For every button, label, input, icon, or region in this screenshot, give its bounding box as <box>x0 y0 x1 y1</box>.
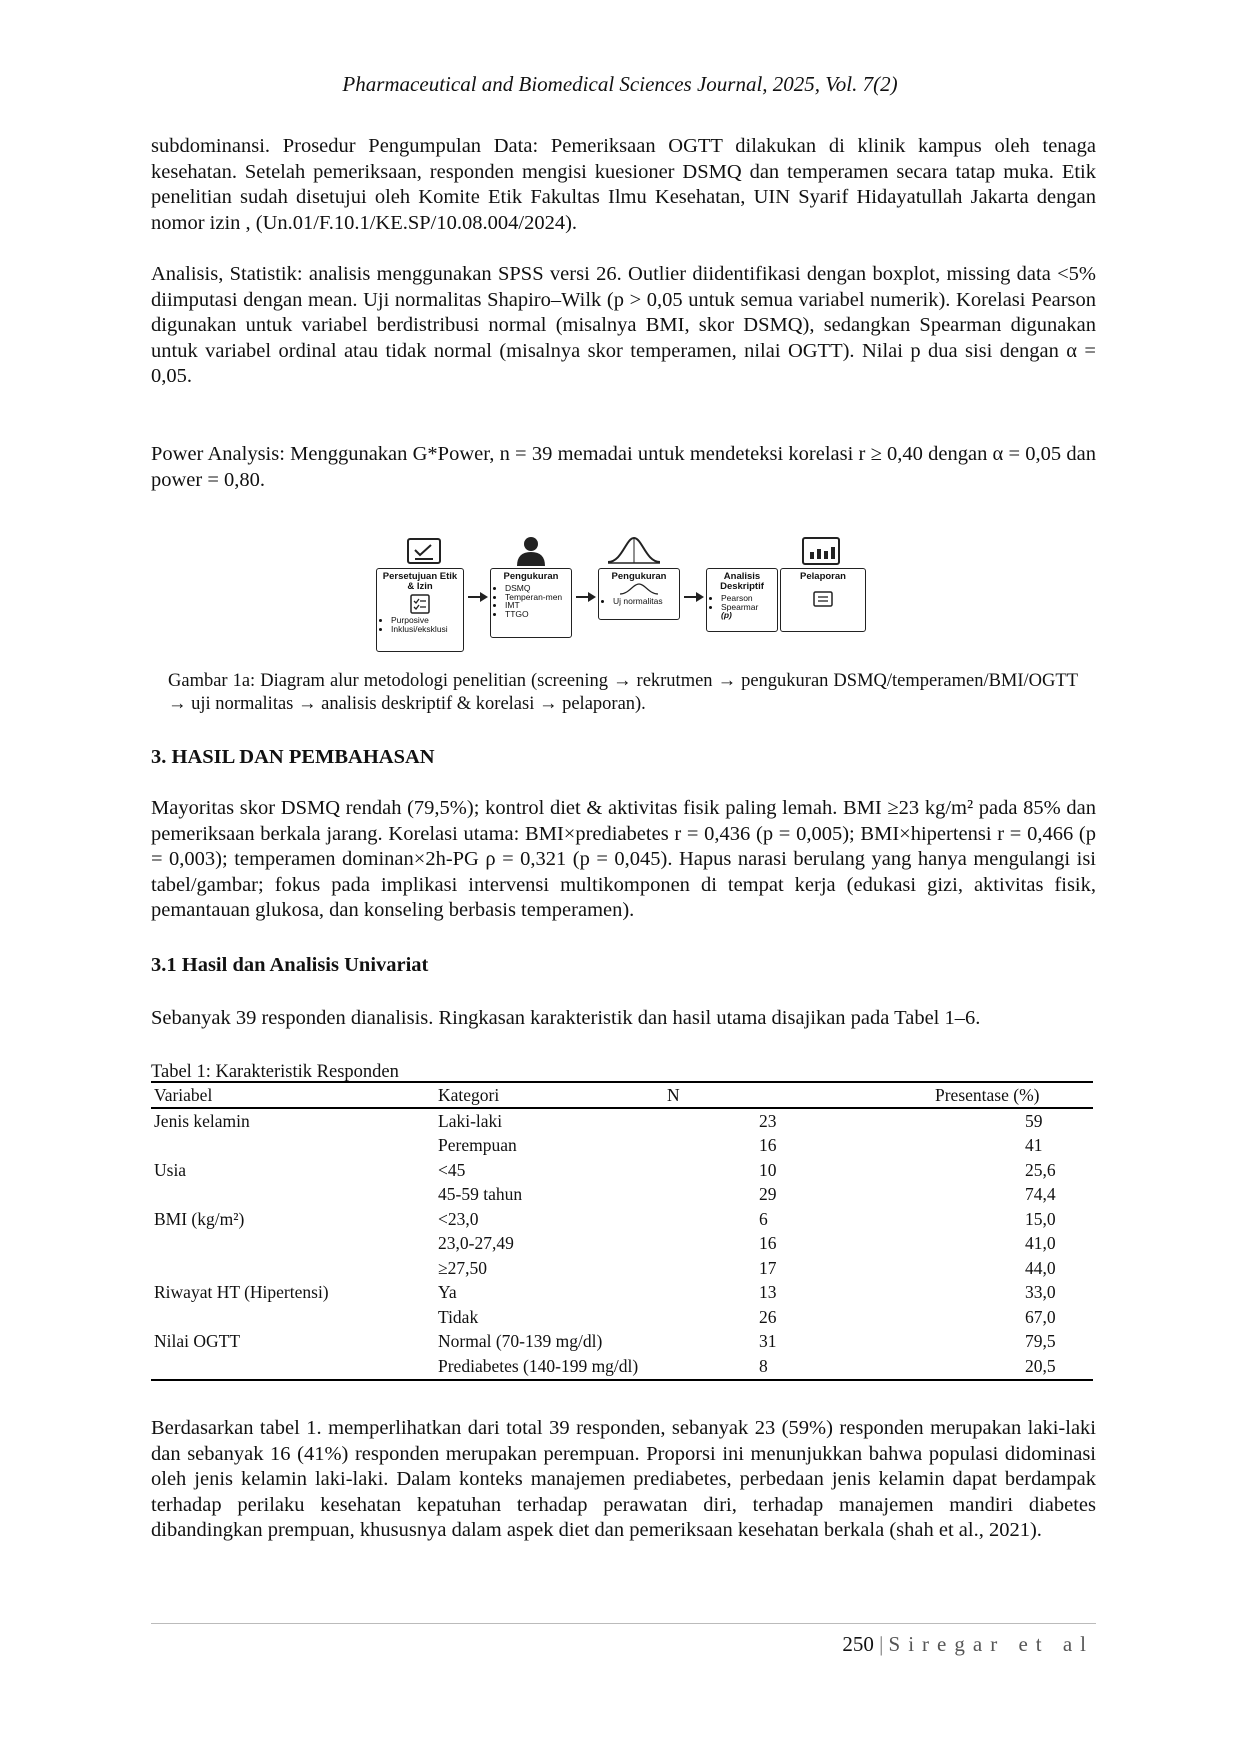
flow-step-item: • Temperan-men <box>505 593 567 602</box>
person-icon <box>513 536 549 566</box>
subsection-heading: 3.1 Hasil dan Analisis Univariat <box>151 954 429 976</box>
cell-n: 6 <box>759 1208 768 1229</box>
flow-step-reporting <box>780 568 866 632</box>
cell-variable <box>151 1305 435 1330</box>
paragraph-results-summary: Mayoritas skor DSMQ rendah (79,5%); kontrol diet & aktivitas fisik paling lemah. BMI ≥23 kg/m² pada 85% dan pemeriksaan berkala jarang. Korelasi utama: BMI×prediabetes r = 0,436 (p = 0,005); BMI×hipertensi r = 0,466 (p = 0,003); temperamen dominan×2h-PG ρ = 0,321 (p = 0,045). Hapus narasi berulang yang hanya mengulangi isi tabel/gambar; fokus pada implikasi intervensi multikomponen di tempat kerja (edukasi gizi, aktivitas fisik, pemantauan glukosa, dan konseling berbasis temperamen). <box>151 797 1096 921</box>
table-row <box>151 1183 1093 1208</box>
paragraph-respondents: Sebanyak 39 responden dianalisis. Ringkasan karakteristik dan hasil utama disajikan pada Tabel 1–6. <box>151 1007 981 1029</box>
cell-variable <box>151 1256 435 1281</box>
table-row <box>151 1354 1093 1380</box>
flow-step-item: • TTGO <box>505 610 567 619</box>
checklist-icon <box>405 594 435 614</box>
table-row <box>151 1207 1093 1232</box>
small-bell-curve-icon <box>619 583 659 595</box>
cell-variable: Nilai OGTT <box>154 1331 241 1352</box>
flow-step-item: • Inklusi/eksklusi <box>391 625 459 634</box>
bar-chart-icon <box>801 536 841 566</box>
cell-n: 16 <box>759 1233 777 1254</box>
flow-step-analysis <box>706 568 778 632</box>
table-caption: Tabel 1: Karakteristik Responden <box>151 1062 399 1082</box>
cell-percent: 41 <box>1025 1135 1043 1156</box>
page-footer <box>842 1632 1094 1657</box>
flow-step-title: Analisis Deskriptif <box>720 571 764 592</box>
flow-step-measurement <box>490 568 572 638</box>
footer-author: Siregar et al <box>888 1632 1094 1656</box>
table-row <box>151 1158 1093 1183</box>
cell-n: 10 <box>759 1159 777 1180</box>
flow-step-ethics <box>376 568 464 652</box>
flow-step-item: • Uj normalitas <box>613 597 675 606</box>
flow-step-item: • DSMQ <box>505 584 567 593</box>
flow-step-item: • Spearmar <box>721 603 773 612</box>
table-row <box>151 1305 1093 1330</box>
flow-step-title: Persetujuan Etik & Izin <box>382 571 458 592</box>
cell-n: 8 <box>664 1354 890 1380</box>
cell-category: Tidak <box>438 1306 479 1327</box>
cell-category: Perempuan <box>438 1135 517 1156</box>
table-row <box>151 1330 1093 1355</box>
table-row <box>151 1134 1093 1159</box>
flow-step-item: (p) <box>721 610 732 620</box>
cell-n: 23 <box>759 1110 777 1131</box>
table-row <box>151 1108 1093 1134</box>
cell-category: Laki-laki <box>438 1110 503 1131</box>
cell-percent: 41,0 <box>1025 1233 1056 1254</box>
cell-variable <box>151 1134 435 1159</box>
cell-variable: Jenis kelamin <box>154 1110 250 1131</box>
cell-category: ≥27,50 <box>438 1257 487 1278</box>
table-row <box>151 1256 1093 1281</box>
flow-step-item: • Purposive <box>391 616 459 625</box>
paragraph-statistics: Analisis, Statistik: analisis menggunakan SPSS versi 26. Outlier diidentifikasi dengan boxplot, missing data <5% diimputasi dengan mean. Uji normalitas Shapiro–Wilk (p > 0,05 untuk semua variabel numerik). Korelasi Pearson digunakan untuk variabel berdistribusi normal (misalnya BMI, skor DSMQ), sedangkan Spearman digunakan untuk variabel ordinal atau tidak normal (misalnya skor temperamen, nilai OGTT). Nilai p dua sisi dengan α = 0,05. <box>151 263 1096 387</box>
table-row <box>151 1281 1093 1306</box>
cell-n: 26 <box>759 1306 777 1327</box>
table-header-row <box>151 1082 1093 1108</box>
cell-percent: 25,6 <box>1025 1159 1056 1180</box>
cell-percent: 44,0 <box>1025 1257 1056 1278</box>
flow-step-item: • IMT <box>505 601 567 610</box>
cell-n: 29 <box>759 1184 777 1205</box>
cell-n: 17 <box>759 1257 777 1278</box>
arrow-right-icon <box>684 590 704 604</box>
bell-curve-icon <box>606 536 662 566</box>
column-header: Presentase (%) <box>890 1082 1093 1108</box>
characteristics-table <box>151 1081 1093 1381</box>
page-number: 250 <box>842 1632 874 1656</box>
column-header: N <box>664 1082 890 1108</box>
flow-step-title: Pengukuran <box>503 571 559 582</box>
table-row <box>151 1232 1093 1257</box>
flow-step-item: • Pearson <box>721 594 773 603</box>
methodology-flow-diagram <box>376 536 876 652</box>
cell-category: 45-59 tahun <box>438 1184 523 1205</box>
cell-n: 13 <box>759 1282 777 1303</box>
cell-variable <box>151 1354 435 1380</box>
arrow-right-icon <box>468 590 488 604</box>
cell-category: <23,0 <box>438 1208 479 1229</box>
cell-category: 23,0-27,49 <box>438 1233 514 1254</box>
section-heading: 3. HASIL DAN PEMBAHASAN <box>151 746 435 768</box>
column-header: Kategori <box>435 1082 664 1108</box>
paragraph-procedure: subdominansi. Prosedur Pengumpulan Data: Pemeriksaan OGTT dilakukan di klinik kampus oleh tenaga kesehatan. Setelah pemeriksaan, responden mengisi kuesioner DSMQ dan temperamen secara tatap muka. Etik penelitian sudah disetujui oleh Komite Etik Fakultas Ilmu Kesehatan, UIN Syarif Hidayatullah Jakarta dengan nomor izin , (Un.01/F.10.1/KE.SP/10.08.004/2024). <box>151 135 1096 234</box>
footer-divider <box>151 1623 1096 1624</box>
paragraph-power-analysis: Power Analysis: Menggunakan G*Power, n = 39 memadai untuk mendeteksi korelasi r ≥ 0,40 dengan α = 0,05 dan power = 0,80. <box>151 443 1096 491</box>
cell-percent: 67,0 <box>1025 1306 1056 1327</box>
cell-category: <45 <box>438 1159 466 1180</box>
arrow-right-icon <box>576 590 596 604</box>
footer-separator: | <box>879 1632 884 1656</box>
cell-variable: BMI (kg/m²) <box>154 1208 245 1229</box>
cell-percent: 20,5 <box>890 1354 1093 1380</box>
cell-percent: 74,4 <box>1025 1184 1056 1205</box>
flow-step-normality <box>598 568 680 620</box>
cell-category: Ya <box>438 1282 457 1303</box>
document-icon <box>812 590 834 608</box>
cell-variable <box>151 1232 435 1257</box>
cell-n: 16 <box>759 1135 777 1156</box>
cell-percent: 15,0 <box>1025 1208 1056 1229</box>
cell-percent: 79,5 <box>1025 1331 1056 1352</box>
flow-step-title: Pelaporan <box>800 571 846 582</box>
cell-percent: 59 <box>1025 1110 1043 1131</box>
cell-n: 31 <box>759 1331 777 1352</box>
cell-category: Normal (70-139 mg/dl) <box>438 1331 603 1352</box>
journal-header: Pharmaceutical and Biomedical Sciences Journal, 2025, Vol. 7(2) <box>342 72 898 96</box>
figure-caption: Gambar 1a: Diagram alur metodologi penelitian (screening → rekrutmen → pengukuran DSMQ/temperamen/BMI/OGTT → uji normalitas → analisis deskriptif & korelasi → pelaporan). <box>168 671 1078 714</box>
clipboard-check-icon <box>404 536 444 566</box>
cell-variable: Riwayat HT (Hipertensi) <box>154 1282 329 1303</box>
flow-step-title: Pengukuran <box>611 571 667 582</box>
paragraph-table-discussion: Berdasarkan tabel 1. memperlihatkan dari total 39 responden, sebanyak 23 (59%) responden merupakan laki-laki dan sebanyak 16 (41%) responden merupakan perempuan. Proporsi ini menunjukkan bahwa populasi didominasi oleh jenis kelamin laki-laki. Dalam konteks manajemen prediabetes, perbedaan jenis kelamin dapat berdampak terhadap perilaku kesehatan kepatuhan terhadap perawatan diri, terhadap manajemen mandiri diabetes dibandingkan prempuan, khususnya dalam aspek diet dan pemeriksaan kesehatan berkala (shah et al., 2021). <box>151 1417 1096 1541</box>
cell-category: Prediabetes (140-199 mg/dl) <box>435 1354 664 1380</box>
cell-percent: 33,0 <box>1025 1282 1056 1303</box>
cell-variable <box>151 1183 435 1208</box>
cell-variable: Usia <box>154 1159 187 1180</box>
column-header: Variabel <box>151 1082 435 1108</box>
